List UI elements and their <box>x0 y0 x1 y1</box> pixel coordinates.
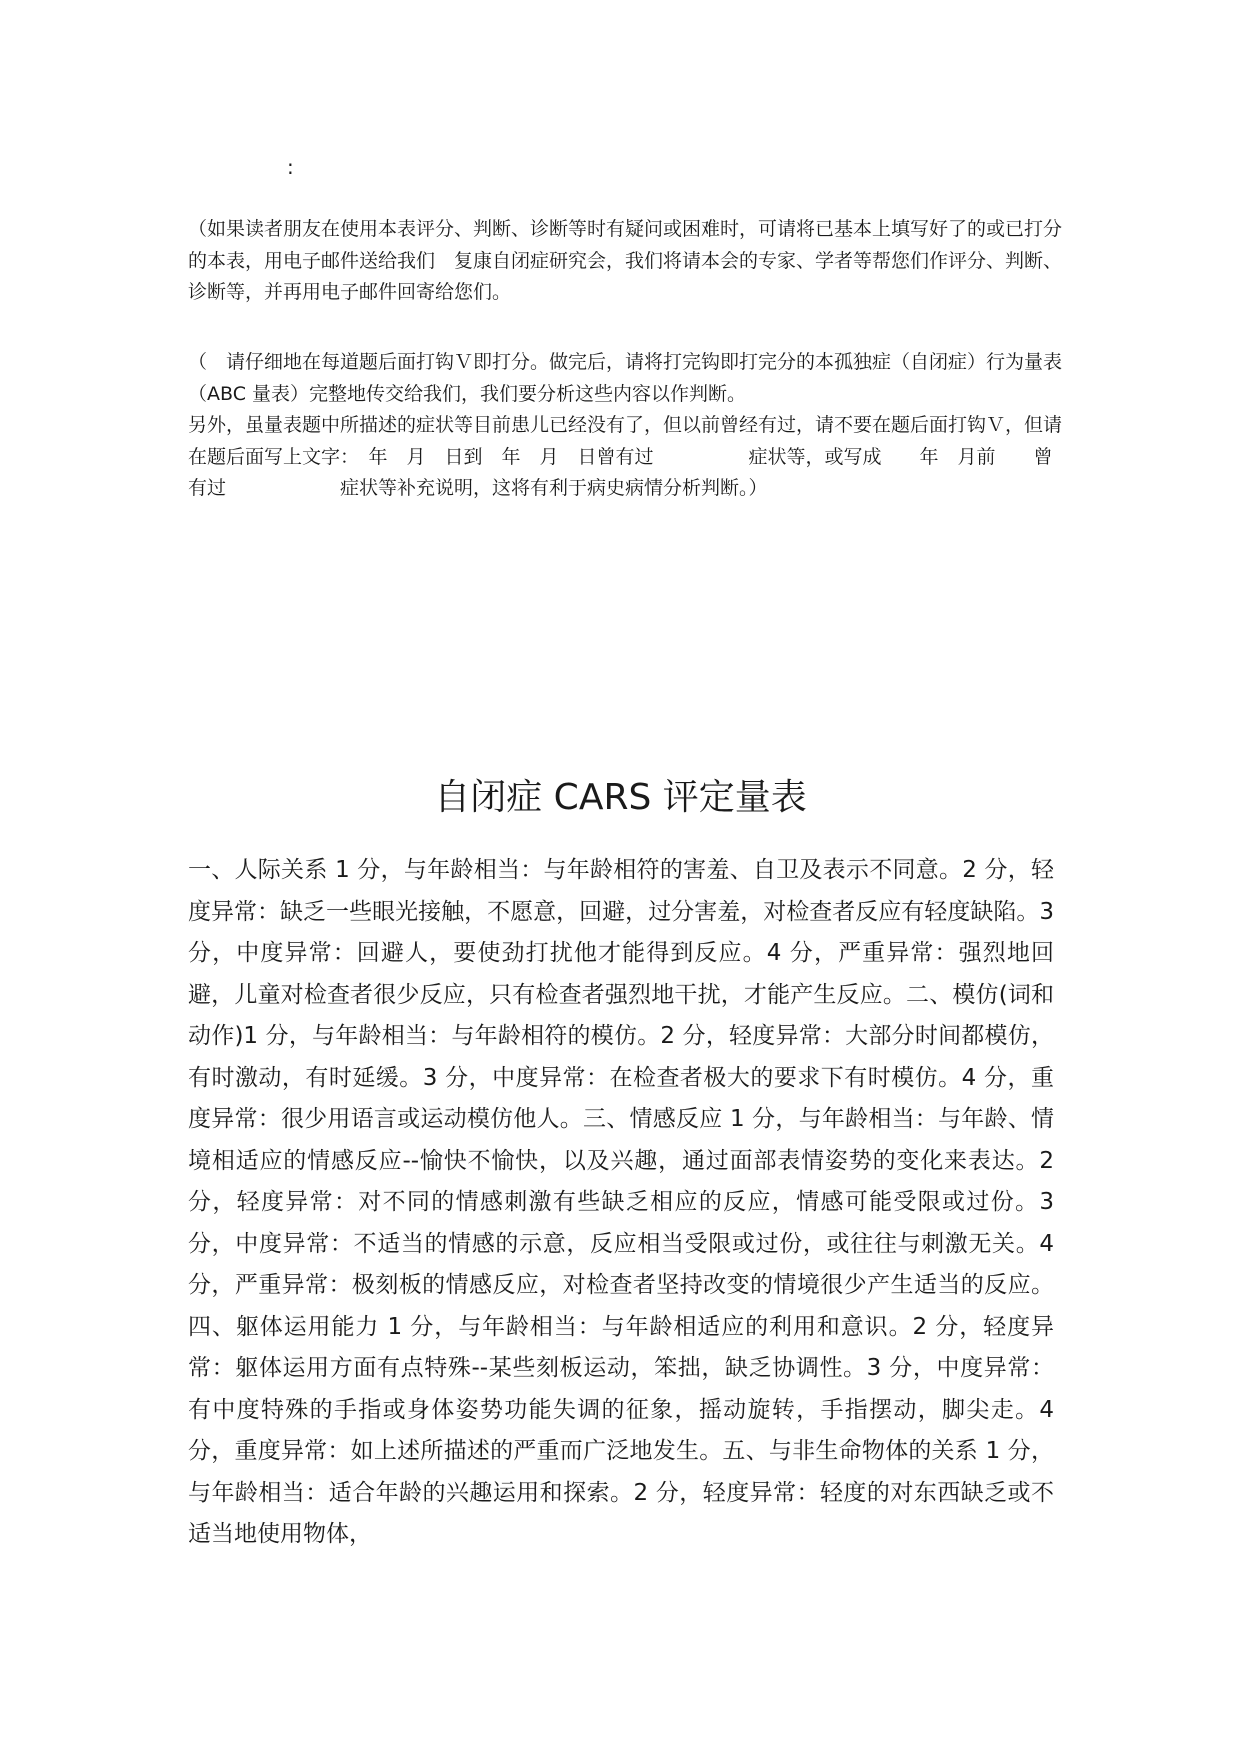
instruction-note-email: （如果读者朋友在使用本表评分、判断、诊断等时有疑问或困难时，可请将已基本上填写好了的或已打分的本表，用电子邮件送给我们 复康自闭症研究会，我们将请本会的专家、学者等帮您们作评分、判断、诊断等，并再用电子邮件回寄给您们。 <box>188 218 1063 303</box>
document-title: 自闭症 CARS 评定量表 <box>434 777 807 818</box>
instruction-note-checkmark: （ 请仔细地在每道题后面打钩Ｖ即打分。做完后，请将打完钩即打完分的本孤独症（自闭症）行为量表（ABC 量表）完整地传交给我们，我们要分析这些内容以作判断。 另外，虽量表题中所描述的症状等目前患儿已经没有了，但以前曾经有过，请不要在题后面打钩Ｖ，但请在题后面写上文字： 年 月 日到 年 月 日曾有过 症状等，或写成 年 月前 曾有过 症状等补充说明，这将有利于病史病情分析判断。） <box>188 351 1063 499</box>
scale-body-text: 一、人际关系 1 分，与年龄相当：与年龄相符的害羞、自卫及表示不同意。2 分，轻度异常：缺乏一些眼光接触，不愿意，回避，过分害羞，对检查者反应有轻度缺陷。3 分，中度异常：回避人，要使劲打扰他才能得到反应。4 分，严重异常：强烈地回避，儿童对检查者很少反应，只有检查者强烈地干扰，才能产生反应。二、模仿(词和动作)1 分，与年龄相当：与年龄相符的模仿。2 分，轻度异常：大部分时间都模仿，有时激动，有时延缓。3 分，中度异常：在检查者极大的要求下有时模仿。4 分，重度异常：很少用语言或运动模仿他人。三、情感反应 1 分，与年龄相当：与年龄、情境相适应的情感反应--愉快不愉快，以及兴趣，通过面部表情姿势的变化来表达。2 分，轻度异常：对不同的情感刺激有些缺乏相应的反应，情感可能受限或过份。3 分，中度异常：不适当的情感的示意，反应相当受限或过份，或往往与刺激无关。4 分，严重异常：极刻板的情感反应，对检查者坚持改变的情境很少产生适当的反应。四、躯体运用能力 1 分，与年龄相当：与年龄相适应的利用和意识。2 分，轻度异常：躯体运用方面有点特殊--某些刻板运动，笨拙，缺乏协调性。3 分，中度异常：有中度特殊的手指或身体姿势功能失调的征象，摇动旋转，手指摆动，脚尖走。4 分，重度异常：如上述所描述的严重而广泛地发生。五、与非生命物体的关系 1 分，与年龄相当：适合年龄的兴趣运用和探索。2 分，轻度异常：轻度的对东西缺乏或不适当地使用物体， <box>188 857 1054 1547</box>
header-colon: : <box>287 155 294 179</box>
